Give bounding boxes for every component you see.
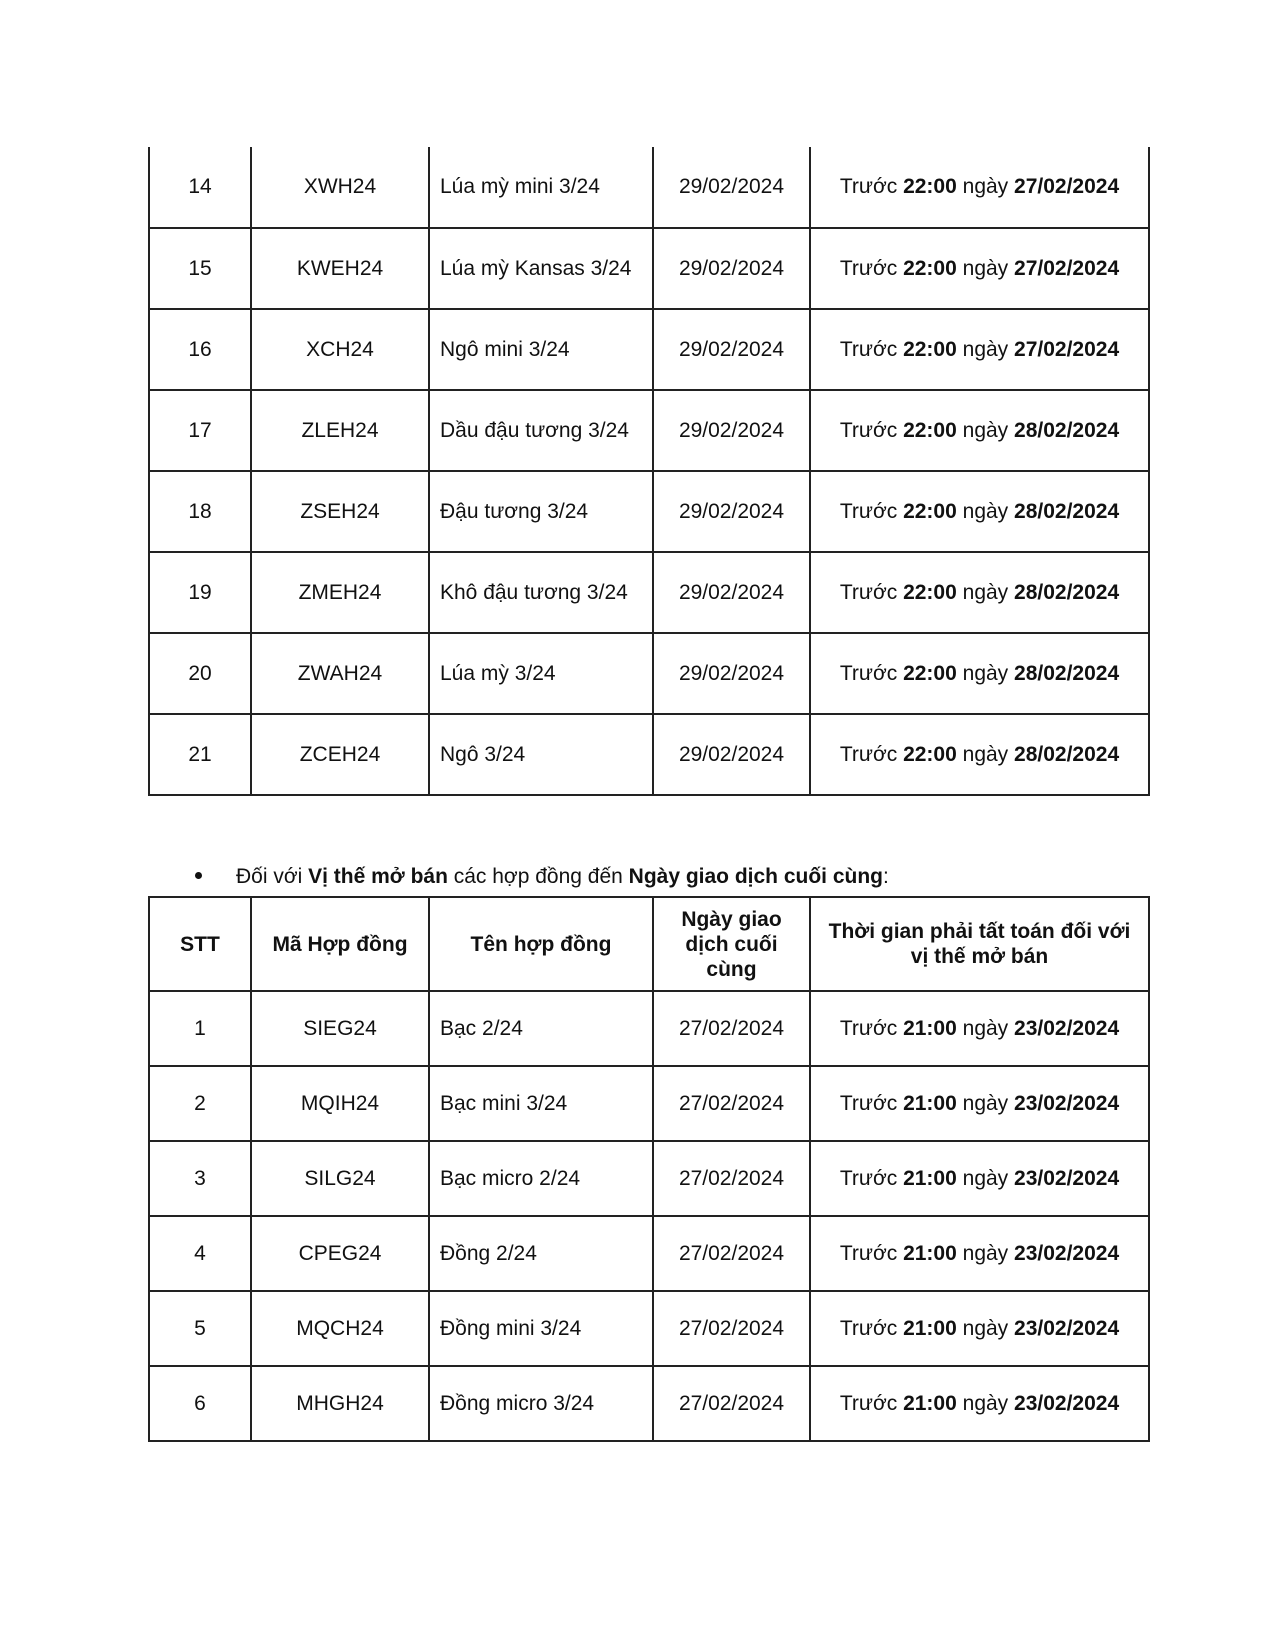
table-row: [149, 390, 1149, 471]
header-contract-code: Mã Hợp đồng: [251, 897, 429, 991]
contract-name-cell: Đồng mini 3/24: [429, 1291, 653, 1366]
bullet-text-1: Đối với: [236, 865, 309, 888]
table-row: [149, 633, 1149, 714]
deadline-cell: [810, 633, 1149, 714]
last-trading-day-cell: 29/02/2024: [653, 228, 810, 309]
contract-name-cell: Bạc 2/24: [429, 991, 653, 1066]
deadline-cell: [810, 1366, 1149, 1441]
deadline-prefix: Trước: [839, 661, 898, 685]
deadline-cell: [810, 714, 1149, 795]
deadline-word: ngày: [962, 661, 1009, 685]
last-trading-day-cell: 29/02/2024: [653, 147, 810, 228]
contract-code-cell: ZLEH24: [251, 390, 429, 471]
contract-name-cell: Đậu tương 3/24: [429, 471, 653, 552]
contract-code-cell: XWH24: [251, 147, 429, 228]
last-trading-day-cell: 27/02/2024: [653, 1066, 810, 1141]
contract-code-cell: MQIH24: [251, 1066, 429, 1141]
contract-code-cell: CPEG24: [251, 1216, 429, 1291]
deadline-cell: [810, 1291, 1149, 1366]
deadline-cell: [810, 147, 1149, 228]
contract-name-cell: Bạc mini 3/24: [429, 1066, 653, 1141]
bullet-dot-icon: [195, 872, 202, 879]
deadline-time: 22:00: [903, 580, 957, 604]
stt-cell: 15: [149, 228, 251, 309]
deadline-prefix: Trước: [839, 1091, 898, 1115]
deadline-prefix: Trước: [839, 418, 898, 442]
deadline-word: ngày: [962, 1091, 1009, 1115]
contract-name-cell: Lúa mỳ Kansas 3/24: [429, 228, 653, 309]
contract-code-cell: ZSEH24: [251, 471, 429, 552]
table-header-row: [149, 897, 1149, 991]
contract-code-cell: KWEH24: [251, 228, 429, 309]
deadline-prefix: Trước: [839, 1016, 898, 1040]
deadline-date: 28/02/2024: [1014, 742, 1120, 766]
deadline-date: 28/02/2024: [1014, 580, 1120, 604]
contract-code-cell: SIEG24: [251, 991, 429, 1066]
deadline-word: ngày: [962, 499, 1009, 523]
deadline-time: 22:00: [903, 256, 957, 280]
last-trading-day-cell: 29/02/2024: [653, 633, 810, 714]
last-trading-day-cell: 27/02/2024: [653, 991, 810, 1066]
deadline-date: 28/02/2024: [1014, 661, 1120, 685]
deadline-cell: [810, 991, 1149, 1066]
deadline-prefix: Trước: [839, 256, 898, 280]
contracts-table-continued: [148, 147, 1150, 796]
stt-cell: 1: [149, 991, 251, 1066]
table-row: [149, 228, 1149, 309]
contract-code-cell: ZMEH24: [251, 552, 429, 633]
deadline-word: ngày: [962, 256, 1009, 280]
deadline-cell: [810, 228, 1149, 309]
last-trading-day-cell: 29/02/2024: [653, 471, 810, 552]
deadline-time: 22:00: [903, 418, 957, 442]
table-row: [149, 991, 1149, 1066]
last-trading-day-cell: 27/02/2024: [653, 1216, 810, 1291]
contract-name-cell: Ngô mini 3/24: [429, 309, 653, 390]
deadline-cell: [810, 471, 1149, 552]
deadline-date: 27/02/2024: [1014, 256, 1120, 280]
last-trading-day-cell: 27/02/2024: [653, 1141, 810, 1216]
deadline-date: 23/02/2024: [1014, 1391, 1120, 1415]
header-stt: STT: [149, 897, 251, 991]
contract-code-cell: MHGH24: [251, 1366, 429, 1441]
deadline-time: 21:00: [903, 1316, 957, 1340]
table-row: [149, 1141, 1149, 1216]
short-position-table: [148, 896, 1150, 1442]
deadline-time: 21:00: [903, 1391, 957, 1415]
deadline-prefix: Trước: [839, 580, 898, 604]
contract-name-cell: Lúa mỳ 3/24: [429, 633, 653, 714]
stt-cell: 17: [149, 390, 251, 471]
contract-name-cell: Bạc micro 2/24: [429, 1141, 653, 1216]
section-bullet: [195, 864, 889, 890]
deadline-prefix: Trước: [839, 499, 898, 523]
deadline-word: ngày: [962, 1241, 1009, 1265]
deadline-time: 22:00: [903, 661, 957, 685]
deadline-word: ngày: [962, 1166, 1009, 1190]
deadline-prefix: Trước: [839, 337, 898, 361]
deadline-time: 22:00: [903, 175, 957, 198]
contract-code-cell: ZWAH24: [251, 633, 429, 714]
deadline-cell: [810, 390, 1149, 471]
table-row: [149, 1366, 1149, 1441]
deadline-word: ngày: [962, 418, 1009, 442]
bullet-text-2: các hợp đồng đến: [447, 865, 629, 888]
deadline-prefix: Trước: [839, 1166, 898, 1190]
header-contract-name: Tên hợp đồng: [429, 897, 653, 991]
contract-name-cell: Đồng micro 3/24: [429, 1366, 653, 1441]
deadline-cell: [810, 1216, 1149, 1291]
deadline-time: 21:00: [903, 1241, 957, 1265]
bullet-bold-1: Vị thế mở bán: [308, 865, 448, 888]
deadline-word: ngày: [962, 1016, 1009, 1040]
contract-name-cell: Đồng 2/24: [429, 1216, 653, 1291]
table-row: [149, 1066, 1149, 1141]
deadline-cell: [810, 552, 1149, 633]
table-row: [149, 1291, 1149, 1366]
contract-code-cell: ZCEH24: [251, 714, 429, 795]
stt-cell: 14: [149, 147, 251, 228]
stt-cell: 3: [149, 1141, 251, 1216]
last-trading-day-cell: 29/02/2024: [653, 309, 810, 390]
deadline-word: ngày: [962, 1391, 1009, 1415]
deadline-prefix: Trước: [839, 742, 898, 766]
deadline-word: ngày: [962, 175, 1009, 198]
contract-name-cell: Lúa mỳ mini 3/24: [429, 147, 653, 228]
deadline-date: 27/02/2024: [1014, 337, 1120, 361]
deadline-date: 23/02/2024: [1014, 1241, 1120, 1265]
stt-cell: 18: [149, 471, 251, 552]
contract-name-cell: Khô đậu tương 3/24: [429, 552, 653, 633]
deadline-prefix: Trước: [839, 1241, 898, 1265]
deadline-time: 22:00: [903, 742, 957, 766]
stt-cell: 16: [149, 309, 251, 390]
stt-cell: 21: [149, 714, 251, 795]
deadline-cell: [810, 309, 1149, 390]
table-row: [149, 552, 1149, 633]
header-last-trading-day: Ngày giao dịch cuối cùng: [653, 897, 810, 991]
deadline-prefix: Trước: [839, 175, 898, 198]
deadline-date: 28/02/2024: [1014, 499, 1120, 523]
contract-name-cell: Dầu đậu tương 3/24: [429, 390, 653, 471]
contract-code-cell: SILG24: [251, 1141, 429, 1216]
deadline-word: ngày: [962, 337, 1009, 361]
last-trading-day-cell: 27/02/2024: [653, 1366, 810, 1441]
last-trading-day-cell: 29/02/2024: [653, 714, 810, 795]
stt-cell: 19: [149, 552, 251, 633]
stt-cell: 2: [149, 1066, 251, 1141]
deadline-date: 27/02/2024: [1014, 175, 1120, 198]
deadline-date: 23/02/2024: [1014, 1166, 1120, 1190]
stt-cell: 20: [149, 633, 251, 714]
deadline-cell: [810, 1066, 1149, 1141]
deadline-word: ngày: [962, 580, 1009, 604]
deadline-cell: [810, 1141, 1149, 1216]
header-deadline: Thời gian phải tất toán đối với vị thế mở bán: [810, 897, 1149, 991]
last-trading-day-cell: 29/02/2024: [653, 390, 810, 471]
stt-cell: 6: [149, 1366, 251, 1441]
contract-code-cell: MQCH24: [251, 1291, 429, 1366]
last-trading-day-cell: 29/02/2024: [653, 552, 810, 633]
deadline-word: ngày: [962, 1316, 1009, 1340]
deadline-date: 23/02/2024: [1014, 1016, 1120, 1040]
contract-code-cell: XCH24: [251, 309, 429, 390]
bullet-bold-2: Ngày giao dịch cuối cùng: [628, 865, 884, 888]
deadline-time: 21:00: [903, 1016, 957, 1040]
deadline-prefix: Trước: [839, 1316, 898, 1340]
table-row: [149, 714, 1149, 795]
bullet-text-3: :: [883, 865, 889, 888]
last-trading-day-cell: 27/02/2024: [653, 1291, 810, 1366]
deadline-time: 21:00: [903, 1091, 957, 1115]
deadline-time: 22:00: [903, 337, 957, 361]
stt-cell: 4: [149, 1216, 251, 1291]
deadline-date: 23/02/2024: [1014, 1091, 1120, 1115]
contract-name-cell: Ngô 3/24: [429, 714, 653, 795]
deadline-date: 28/02/2024: [1014, 418, 1120, 442]
deadline-word: ngày: [962, 742, 1009, 766]
deadline-prefix: Trước: [839, 1391, 898, 1415]
deadline-time: 22:00: [903, 499, 957, 523]
table-row: [149, 147, 1149, 228]
table-row: [149, 1216, 1149, 1291]
table-row: [149, 309, 1149, 390]
table-row: [149, 471, 1149, 552]
deadline-time: 21:00: [903, 1166, 957, 1190]
deadline-date: 23/02/2024: [1014, 1316, 1120, 1340]
stt-cell: 5: [149, 1291, 251, 1366]
